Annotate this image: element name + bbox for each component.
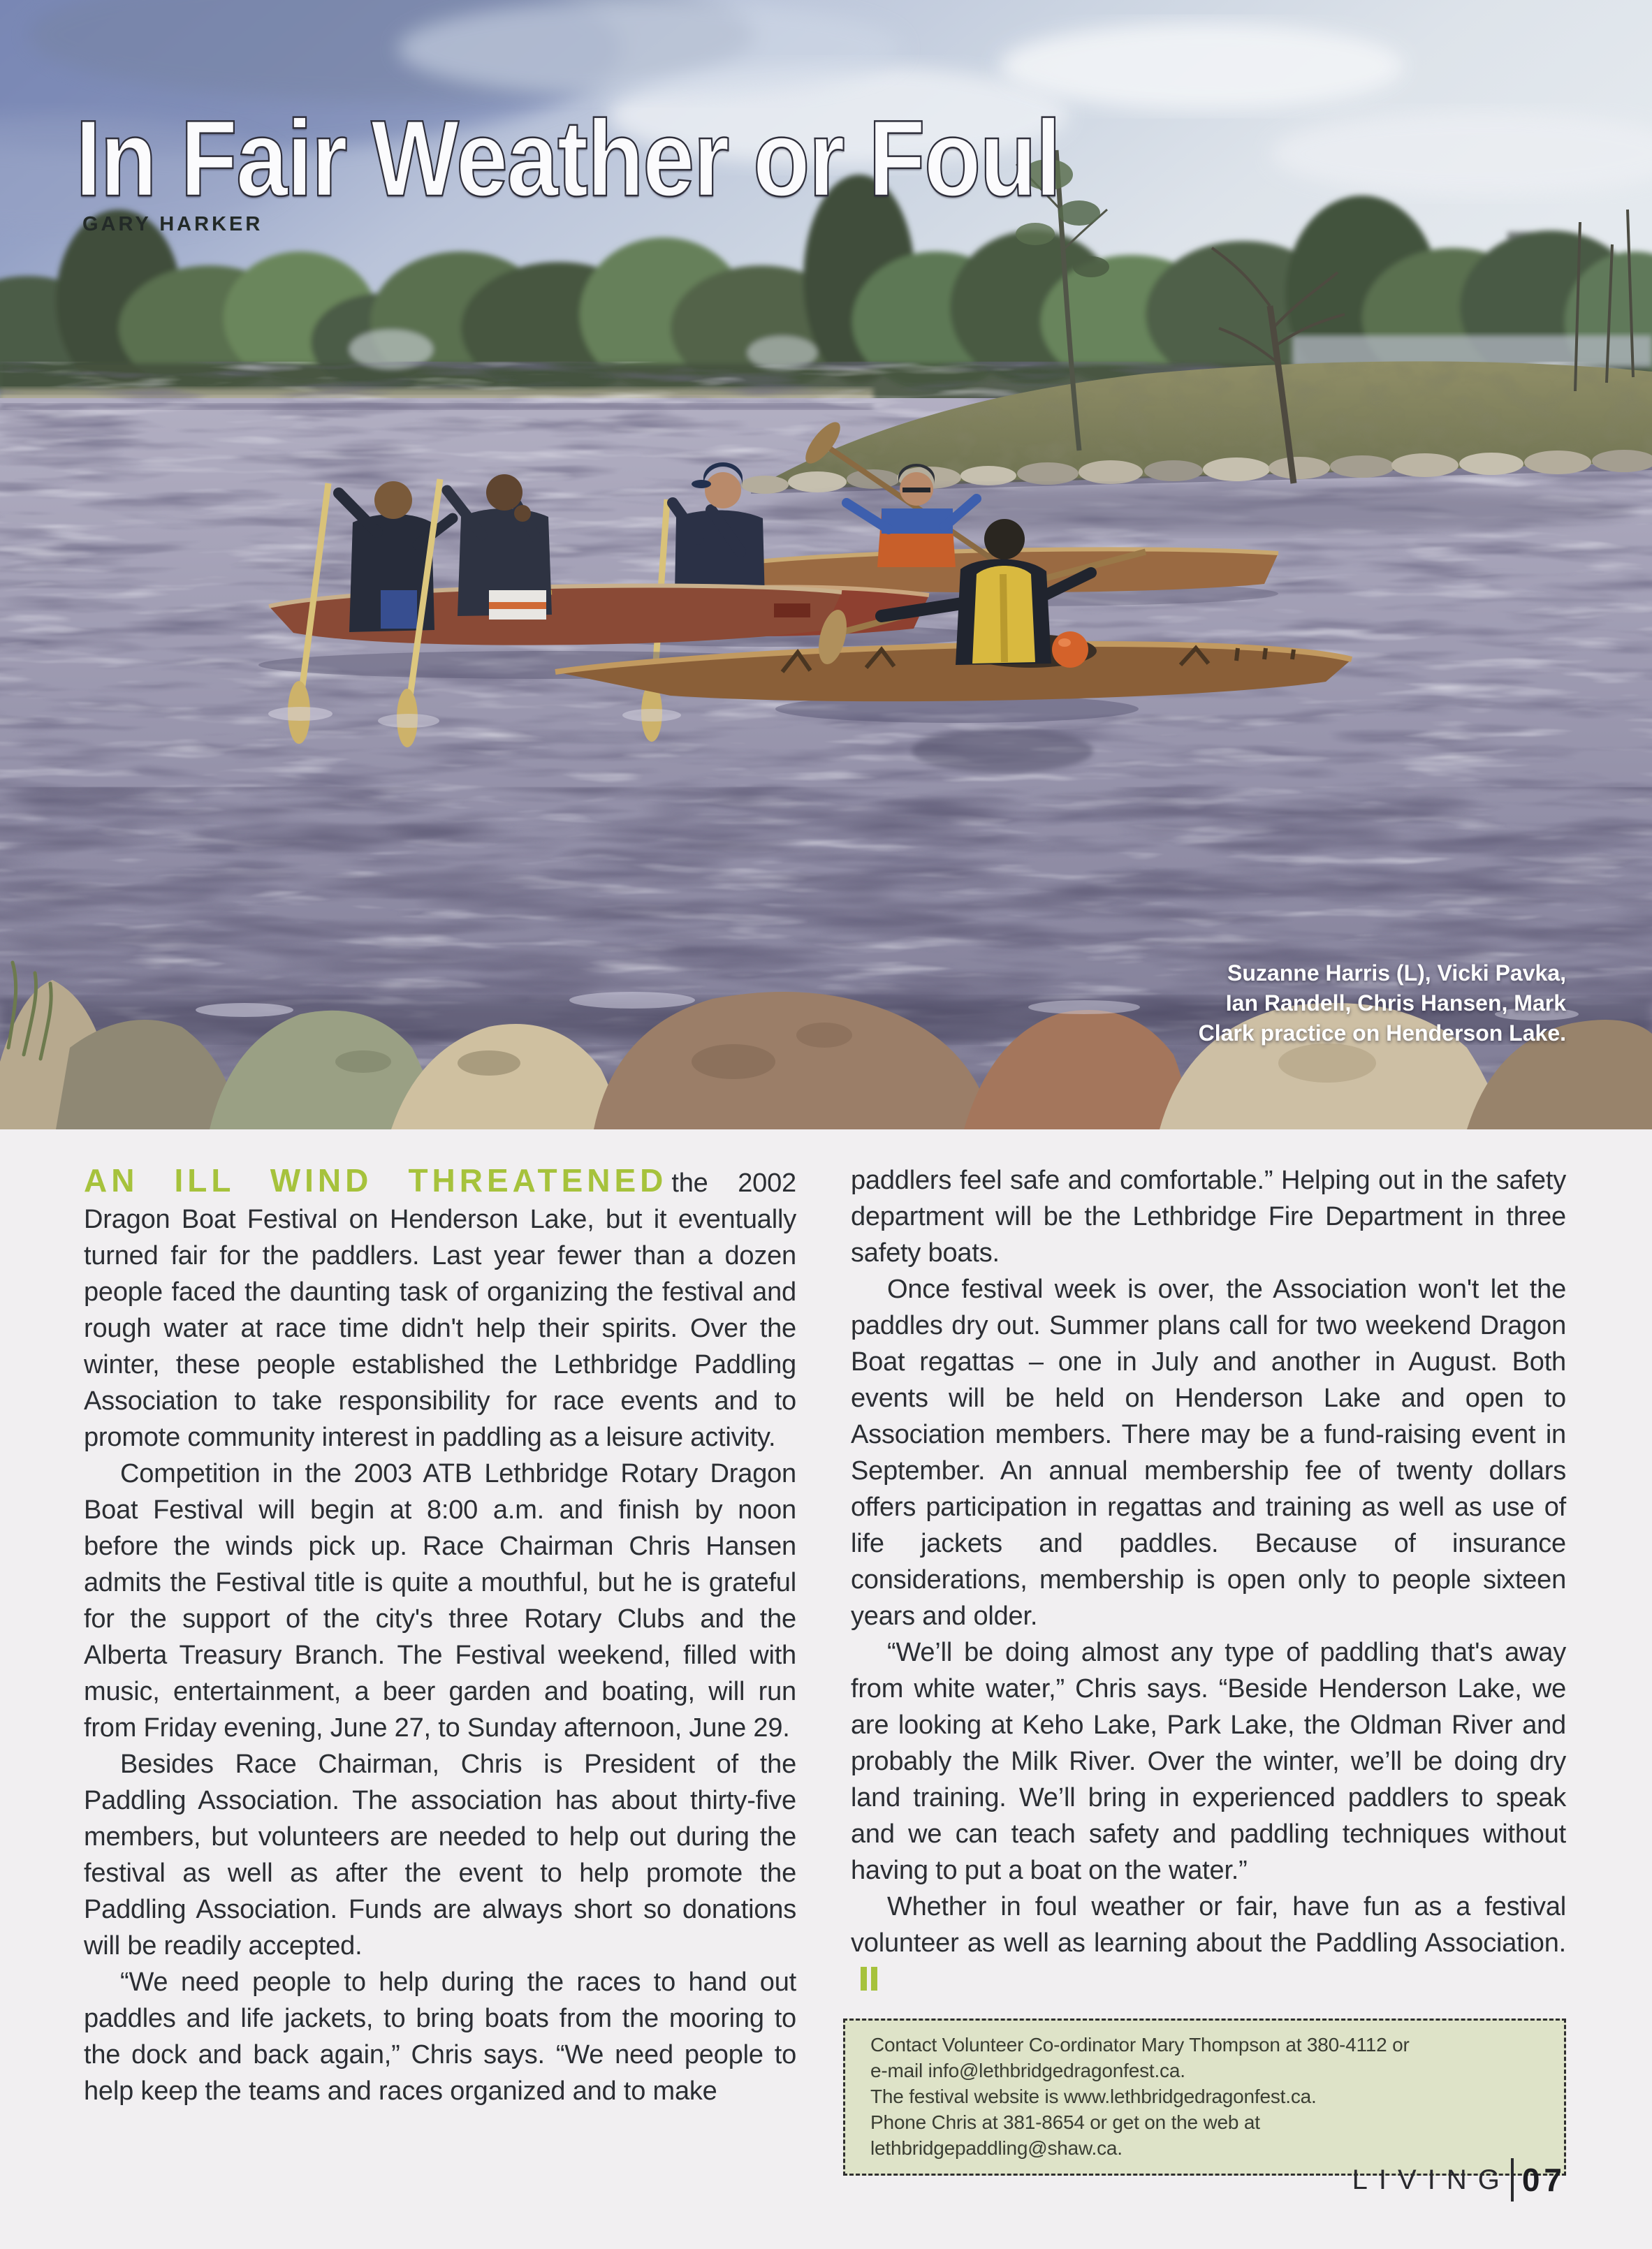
contact-line: e-mail info@lethbridgedragonfest.ca.	[870, 2060, 1185, 2081]
article-paragraph	[851, 1889, 1566, 1998]
contact-line: Contact Volunteer Co-ordinator Mary Thompson at 380-4112 or	[870, 2034, 1410, 2056]
photo-caption-line: Clark practice on Henderson Lake.	[1198, 1020, 1566, 1046]
magazine-name: LIVING	[1352, 2164, 1511, 2195]
footer-divider	[1511, 2158, 1514, 2202]
article-paragraph: “We’ll be doing almost any type of paddling that's away from white water,” Chris says. “Beside Henderson Lake, we are looking at Keho Lake, Park Lake, the Oldman River and probably the Milk River. Over the winter, we’ll be doing dry land training. We’ll bring in experienced paddlers to speak and we can teach safety and paddling techniques without having to put a boat on the water.”	[851, 1638, 1566, 1885]
article-paragraph	[84, 1162, 796, 1456]
page-footer	[1352, 2158, 1566, 2202]
article-paragraph: Once festival week is over, the Association won't let the paddles dry out. Summer plans call for two weekend Dragon Boat regattas – one in July and another in August. Both events will be held on Henderson Lake and open to Association members. There may be a fund-raising event in September. An annual membership fee of twenty dollars offers participation in regattas and training as well as use of life jackets and paddles. Because of insurance considerations, membership is open only to people sixteen years and older.	[851, 1275, 1566, 1631]
paragraph-text: Whether in foul weather or fair, have fun as a festival volunteer as well as learning about the Paddling Association.	[851, 1892, 1566, 1958]
article-paragraph: Competition in the 2003 ATB Lethbridge Rotary Dragon Boat Festival will begin at 8:00 a.m. and finish by noon before the winds pick up. Race Chairman Chris Hansen admits the Festival title is quite a mouthful, but he is grateful for the support of the city's three Rotary Clubs and the Alberta Treasury Branch. The Festival weekend, filled with music, entertainment, a beer garden and boating, will run from Friday evening, June 27, to Sunday afternoon, June 29.	[84, 1459, 796, 1743]
byline: GARY HARKER	[82, 213, 263, 235]
article-paragraph: “We need people to help during the races to hand out paddles and life jackets, to bring boats from the mooring to the dock and back again,” Chris says. “We need people to help keep the teams and races organized and to make	[84, 1968, 796, 2106]
end-mark	[861, 1967, 877, 1991]
contact-line: The festival website is www.lethbridgedragonfest.ca.	[870, 2086, 1317, 2107]
article-column-2	[851, 1162, 1566, 2176]
photo-caption-line: Suzanne Harris (L), Vicki Pavka,	[1227, 960, 1566, 986]
contact-line: Phone Chris at 381-8654 or get on the web at	[870, 2111, 1260, 2133]
article-title: In Fair Weather or Foul	[75, 98, 1060, 219]
article-column-1	[84, 1162, 796, 2109]
photo-caption-line: Ian Randell, Chris Hansen, Mark	[1225, 990, 1566, 1016]
photo-caption	[1199, 958, 1566, 1048]
article-paragraph: paddlers feel safe and comfortable.” Helping out in the safety department will be the Lethbridge Fire Department in three safety boats.	[851, 1166, 1566, 1268]
article-paragraph: Besides Race Chairman, Chris is President of the Paddling Association. The association has about thirty-five members, but volunteers are needed to help out during the festival as well as after the event to help promote the Paddling Association. Funds are always short so donations will be readily accepted.	[84, 1750, 796, 1961]
paragraph-text: the 2002 Dragon Boat Festival on Henderson Lake, but it eventually turned fair for the paddlers. Last year fewer than a dozen people faced the daunting task of organizing the festival and rough water at race time didn't help their spirits. Over the winter, these people established the Lethbridge Paddling Association to take responsibility for race events and to promote community interest in paddling as a leisure activity.	[84, 1169, 796, 1452]
contact-line: lethbridgepaddling@shaw.ca.	[870, 2137, 1123, 2159]
lead-in: AN ILL WIND THREATENED	[84, 1162, 668, 1199]
contact-box	[843, 2019, 1566, 2176]
page-number: 07	[1521, 2162, 1566, 2198]
